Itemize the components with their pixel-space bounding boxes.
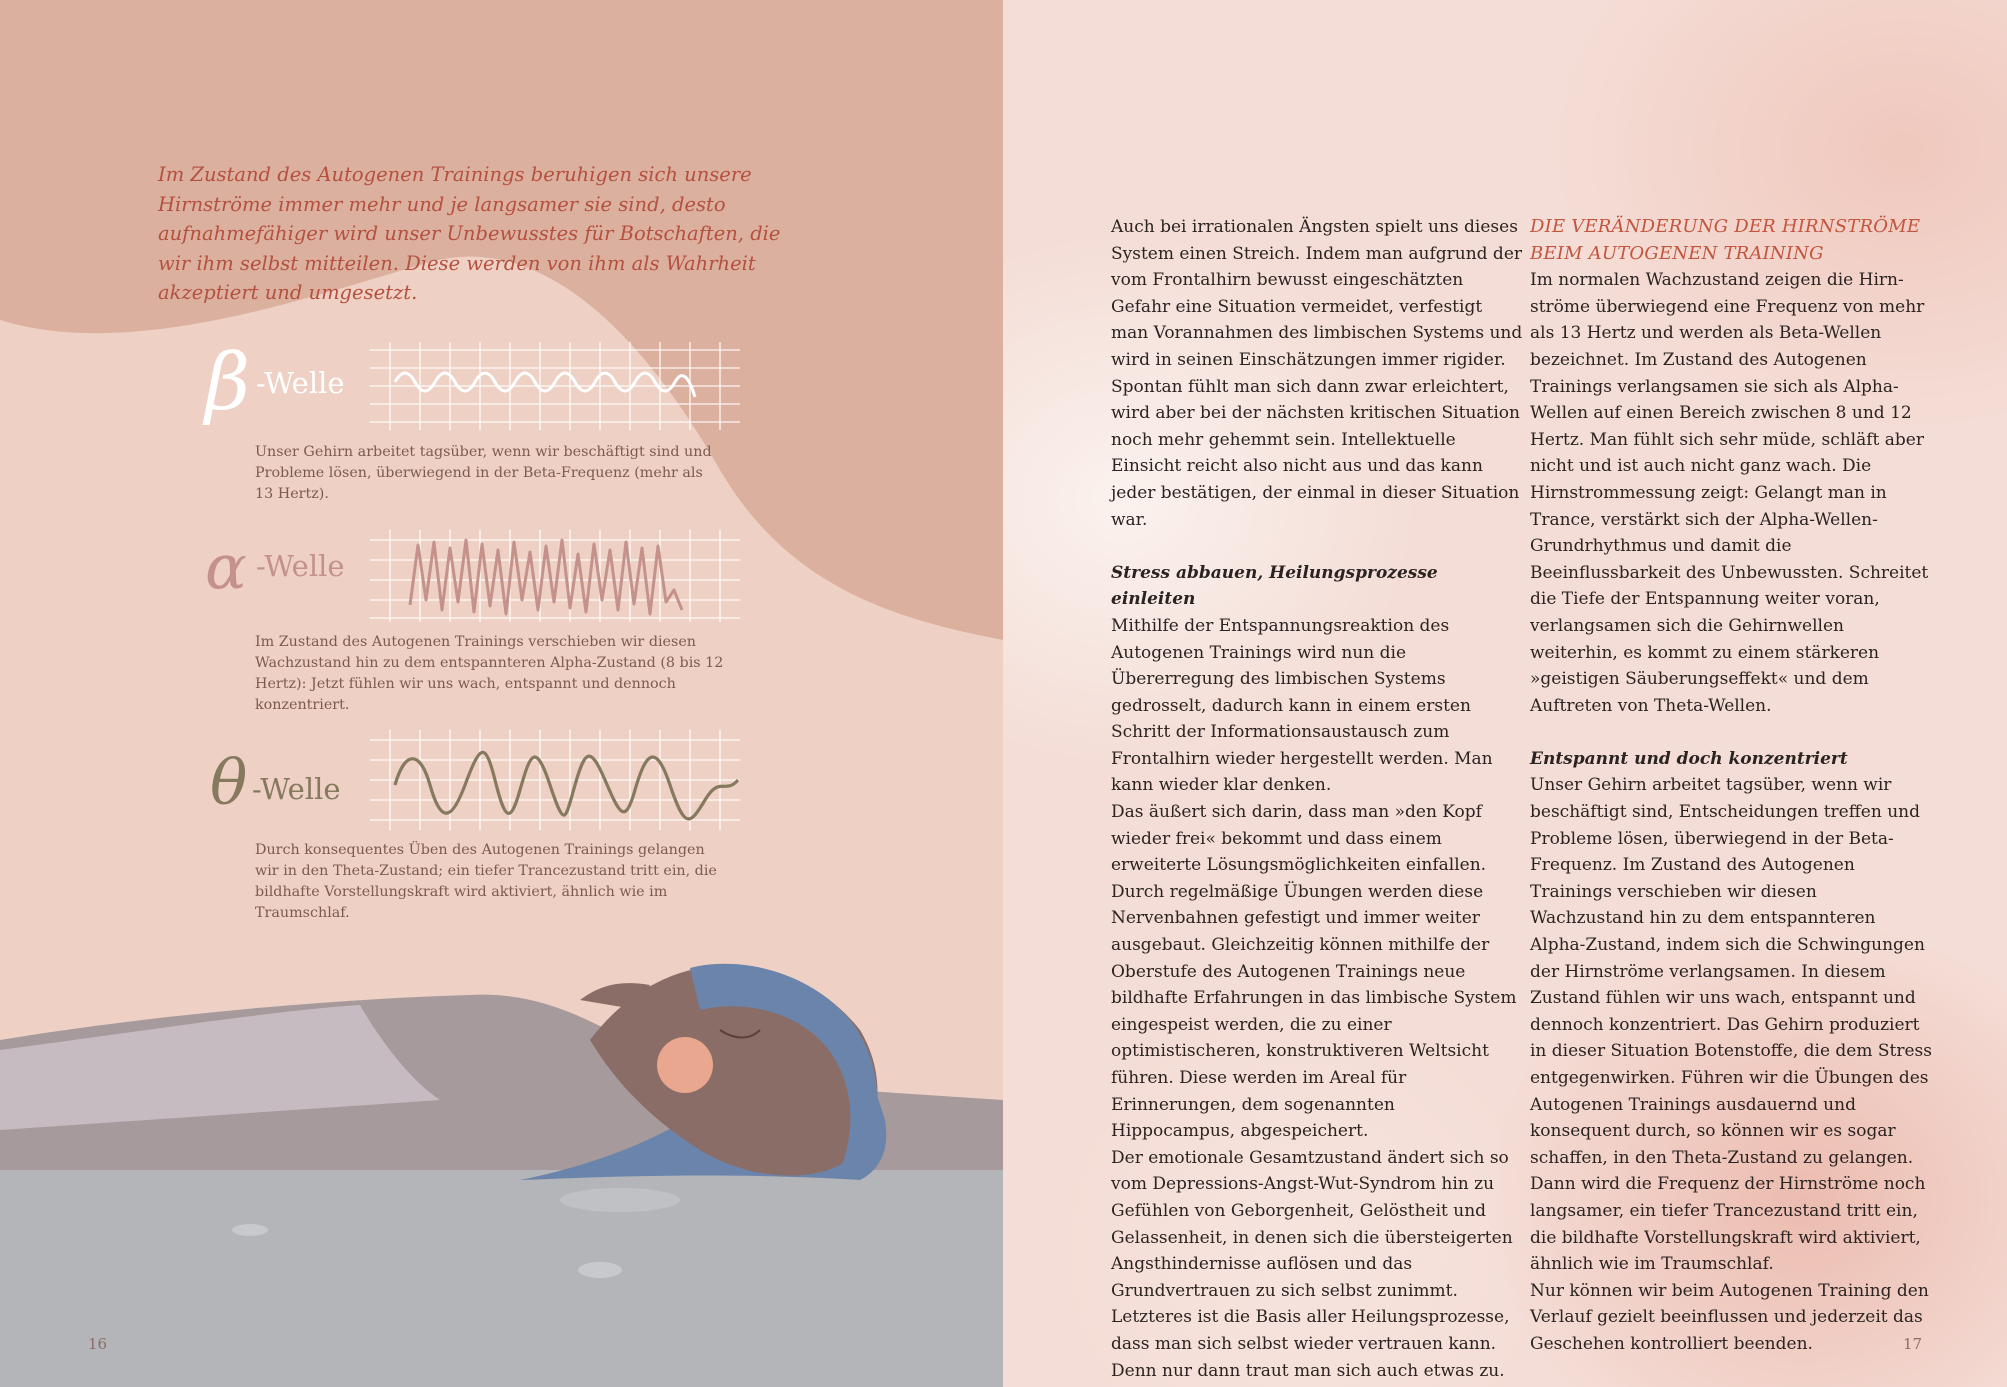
col2-subheading: Entspannt und doch konzentriert xyxy=(1530,748,1848,769)
theta-symbol: θ xyxy=(210,746,248,819)
text-column-2 xyxy=(1530,214,1935,1358)
col1-paragraph-2: Mithilfe der Entspannungsreaktion des Autogenen Trainings wird nun die Übererregung des limbischen Systems gedrosselt, dadurch kann in einem ersten Schritt der Informationsaustausch zum Frontalhirn wieder hergestellt werden. Man kann wieder klar denken. xyxy=(1111,615,1493,796)
col2-paragraph-2: Unser Gehirn arbeitet tagsüber, wenn wir beschäftigt sind, Entscheidungen treffen und Probleme lösen, überwiegend in der Beta-Frequenz. Im Zustand des Autogenen Trainings verschieben wir diesen Wachzustand hin zu dem entspannteren Alpha-Zustand, indem sich die Schwingungen der Hirnströme verlangsamen. In diesem Zustand fühlen wir uns wach, entspannt und dennoch konzentriert. Das Gehirn produziert in dieser Situation Botenstoffe, die dem Stress entgegenwirken. Führen wir die Übungen des Autogenen Trainings ausdauernd und konsequent durch, so können wir es sogar schaffen, in den Theta-Zustand zu gelangen. Dann wird die Frequenz der Hirnströme noch langsamer, ein tiefer Trancezustand tritt ein, die bildhafte Vorstellungskraft wird aktiviert, ähnlich wie im Traumschlaf. xyxy=(1530,775,1933,1275)
col2-section-heading: DIE VERÄNDERUNG DER HIRNSTRÖME BEIM AUTOGENEN TRAINING xyxy=(1530,216,1921,264)
beta-symbol: β xyxy=(205,338,251,428)
col1-paragraph-4: Durch regelmäßige Übungen werden diese Nervenbahnen gefestigt und immer weiter ausgebaut. Gleichzeitig können mithilfe der Oberstufe des Autogenen Trainings neue bildhafte Erfahrungen in das limbische System eingespeist werden, die zu einer optimistischeren, konstruktiveren Weltsicht führen. Diese werden im Areal für Erinnerungen, dem sogenannten Hippocampus, abgespeichert. xyxy=(1111,881,1517,1142)
alpha-label: -Welle xyxy=(256,549,345,583)
intro-text: Im Zustand des Autogenen Trainings beruhigen sich unsere Hirnströme immer mehr und je langsamer sie sind, desto aufnahmefähiger wird unser Unbewusstes für Botschaften, die wir ihm selbst mitteilen. Diese werden von ihm als Wahrheit akzeptiert und umgesetzt. xyxy=(158,163,781,304)
col2-paragraph-3: Nur können wir beim Autogenen Training den Verlauf gezielt beeinflussen und jederzeit das Geschehen kontrolliert beenden. xyxy=(1530,1280,1929,1354)
theta-caption: Durch konsequentes Üben des Autogenen Trainings gelangen wir in den Theta-Zustand; ein tiefer Trancezustand tritt ein, die bildhafte Vorstellungskraft wird aktiviert, ähnlich wie im Traumschlaf. xyxy=(255,842,717,921)
page-number-left: 16 xyxy=(88,1335,108,1353)
col1-paragraph-1: Auch bei irrationalen Ängsten spielt uns dieses System einen Streich. Indem man aufgrund der vom Frontalhirn bewusst eingeschätzten Gefahr eine Situation vermeidet, verfestigt man Vorannahmen des limbischen Systems und wird in seinen Einschätzungen immer rigider. Spontan fühlt man sich dann zwar erleichtert, wird aber bei der nächsten kritischen Situation noch mehr gehemmt sein. Intellektuelle Einsicht reicht also nicht aus und das kann jeder bestätigen, der einmal in dieser Situation war. xyxy=(1111,217,1523,530)
theta-label: -Welle xyxy=(252,772,341,806)
alpha-symbol: α xyxy=(205,530,247,603)
page-number-right: 17 xyxy=(1903,1335,1923,1353)
alpha-wave-chart xyxy=(370,530,740,622)
col2-paragraph-1: Im normalen Wachzustand zeigen die Hirnströme überwiegend eine Frequenz von mehr als 13 Hertz und werden als Beta-Wellen bezeichnet. Im Zustand des Autogenen Trainings verlangsamen sie sich als Alpha-Wellen auf einen Bereich zwischen 8 und 12 Hertz. Man fühlt sich sehr müde, schläft aber nicht und ist auch nicht ganz wach. Die Hirnstrommessung zeigt: Gelangt man in Trance, verstärkt sich der Alpha-Wellen-Grundrhythmus und damit die Beeinflussbarkeit des Unbewussten. Schreitet die Tiefe der Entspannung weiter voran, verlangsamen sich die Gehirnwellen weiterhin, es kommt zu einem stärkeren »geistigen Säuberungseffekt« und dem Auftreten von Theta-Wellen. xyxy=(1530,270,1929,716)
col1-subheading: Stress abbauen, Heilungsprozesse einleiten xyxy=(1111,562,1438,610)
beta-wave-chart xyxy=(370,342,740,430)
theta-wave-chart xyxy=(370,730,740,830)
text-column-1 xyxy=(1111,214,1523,1384)
col1-paragraph-3: Das äußert sich darin, dass man »den Kopf wieder frei« bekommt und dass einem erweiterte Lösungsmöglichkeiten einfallen. xyxy=(1111,802,1487,876)
alpha-caption: Im Zustand des Autogenen Trainings verschieben wir diesen Wachzustand hin zu dem entspannteren Alpha-Zustand (8 bis 12 Hertz): Jetzt fühlen wir uns wach, entspannt und dennoch konzentriert. xyxy=(255,634,724,713)
right-page xyxy=(1003,0,2007,1387)
left-page xyxy=(0,0,1003,1387)
beta-caption: Unser Gehirn arbeitet tagsüber, wenn wir beschäftigt sind und Probleme lösen, überwiegend in der Beta-Frequenz (mehr als 13 Hertz). xyxy=(255,444,712,502)
col1-paragraph-5: Der emotionale Gesamtzustand ändert sich so vom Depressions-Angst-Wut-Syndrom hin zu Gefühlen von Geborgenheit, Gelöstheit und Gelassenheit, in denen sich die übersteigerten Angsthindernisse auflösen und das Grundvertrauen zu sich selbst zunimmt. Letzteres ist die Basis aller Heilungsprozesse, dass man sich selbst wieder vertrauen kann. Denn nur dann traut man sich auch etwas zu. xyxy=(1111,1147,1513,1381)
beta-label: -Welle xyxy=(256,366,345,400)
